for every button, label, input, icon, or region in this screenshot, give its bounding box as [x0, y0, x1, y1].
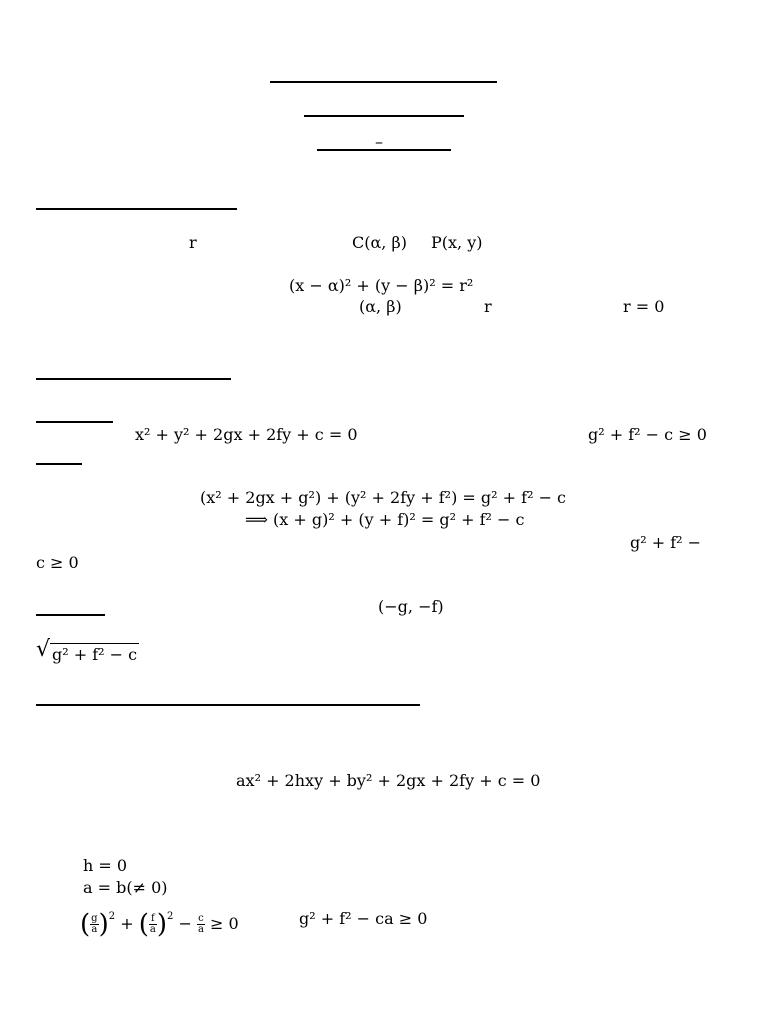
section3-heading-rule: [36, 704, 420, 706]
point-circle-condition: r = 0: [623, 297, 665, 316]
condition-line-end: g² + f² −: [630, 533, 702, 552]
proof-label-rule: [36, 463, 82, 465]
radicand: g² + f² − c: [52, 645, 138, 664]
condition-fraction-form: ( $\frac{g}{a}$ )$^2$ + ( $\frac{f}{a}$ )$^2$ − $\frac{c}{a}$ ≥ 0: [80, 909, 239, 940]
completing-square-step2: ⟹ (x + g)² + (y + f)² = g² + f² − c: [245, 510, 525, 529]
general-radius: [36, 637, 139, 665]
radius-symbol: r: [189, 233, 197, 252]
right-paren: ): [156, 909, 167, 940]
section2-heading-rule: [36, 378, 231, 380]
note-label-rule: [36, 614, 105, 616]
header-dash: –: [375, 132, 383, 151]
standard-circle-equation: (x − α)² + (y − β)² = r²: [289, 276, 474, 295]
subtitle-rule: [304, 115, 464, 117]
author-rule: [317, 149, 451, 151]
existence-condition: g² + f² − c ≥ 0: [588, 425, 707, 444]
section1-heading-rule: [36, 208, 237, 210]
title-rule: [270, 81, 497, 83]
completing-square-step1: (x² + 2gx + g²) + (y² + 2fy + f²) = g² + f² − c: [200, 488, 567, 507]
condition-h: h = 0: [83, 856, 128, 875]
condition-a-equals-b: a = b(≠ 0): [83, 878, 168, 897]
theorem-label-rule: [36, 421, 113, 423]
second-degree-equation: ax² + 2hxy + by² + 2gx + 2fy + c = 0: [236, 771, 541, 790]
final-condition: g² + f² − ca ≥ 0: [299, 909, 428, 928]
radical-sign: √: [36, 637, 51, 662]
condition-line-start: c ≥ 0: [36, 553, 79, 572]
moving-point: P(x, y): [431, 233, 483, 252]
left-paren: (: [80, 909, 91, 940]
fraction-g-over-a: $\frac{g}{a}$: [91, 913, 98, 935]
center-point: C(α, β): [352, 233, 407, 252]
left-paren: (: [138, 909, 149, 940]
general-center: (−g, −f): [378, 597, 444, 616]
general-circle-equation: x² + y² + 2gx + 2fy + c = 0: [135, 425, 358, 444]
right-paren: ): [98, 909, 109, 940]
radius-symbol-repeat: r: [484, 297, 492, 316]
fraction-c-over-a: $\frac{c}{a}$: [197, 913, 204, 935]
square-root: [36, 637, 139, 665]
center-point-repeat: (α, β): [359, 297, 402, 316]
fraction-f-over-a: $\frac{f}{a}$: [149, 913, 156, 935]
